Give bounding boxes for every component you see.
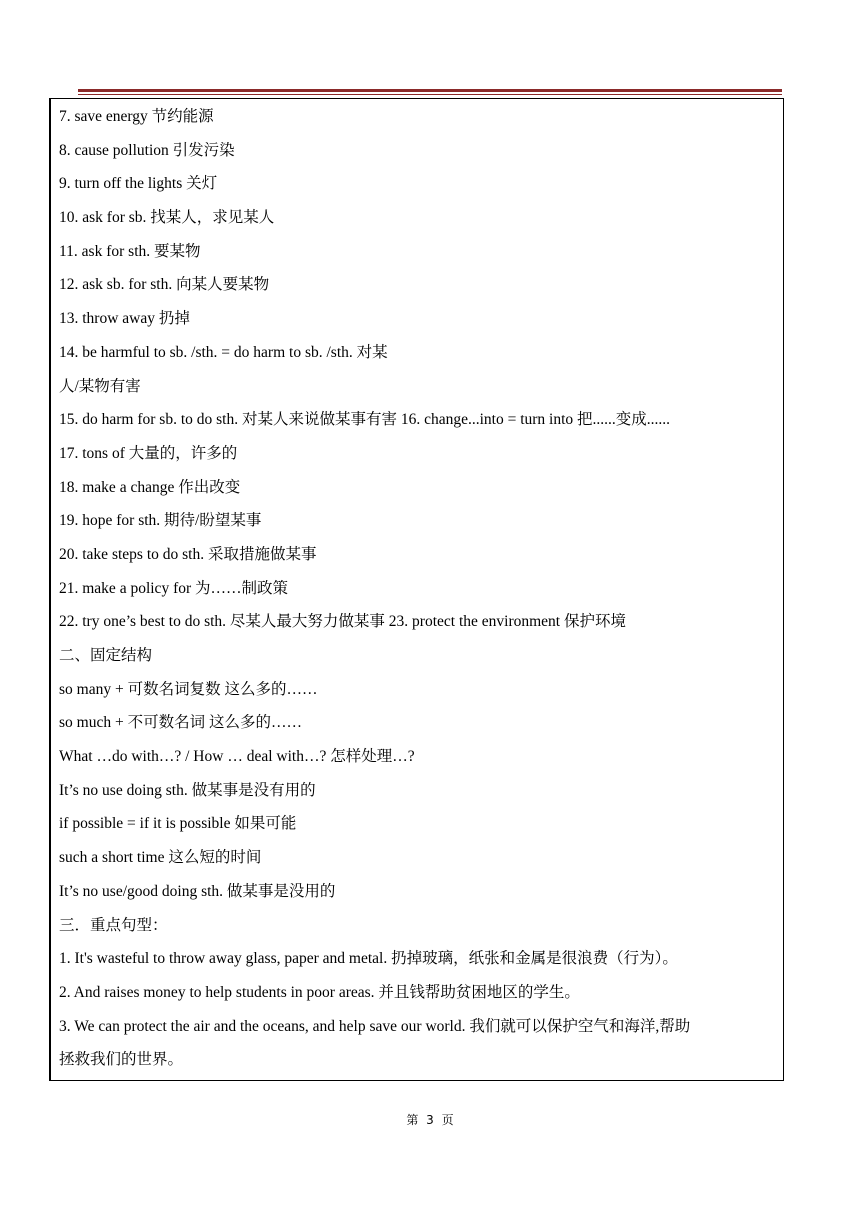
text-line: 8. cause pollution 引发污染 — [59, 141, 235, 159]
text-line: 2. And raises money to help students in poor areas. 并且钱帮助贫困地区的学生。 — [59, 983, 580, 1001]
text-line: 9. turn off the lights 关灯 — [59, 175, 218, 193]
section-heading: 二、固定结构 — [59, 647, 153, 664]
text-line: such a short time 这么短的时间 — [59, 849, 262, 867]
text-line: 15. do harm for sb. to do sth. 对某人来说做某事有害 16. change...into = turn into 把......变成...... — [59, 411, 671, 429]
page-footer — [0, 1112, 860, 1128]
text-line: What …do with…? / How … deal with…? 怎样处理…? — [59, 748, 415, 766]
text-line: 3. We can protect the air and the oceans, and help save our world. 我们就可以保护空气和海洋,帮助 — [59, 1017, 691, 1035]
text-line: 21. make a policy for 为……制政策 — [59, 579, 289, 597]
text-line: so many + 可数名词复数 这么多的…… — [59, 680, 318, 698]
text-line: 17. tons of 大量的，许多的 — [59, 444, 238, 462]
text-line: It’s no use doing sth. 做某事是没有用的 — [59, 781, 316, 799]
content-lines — [59, 100, 775, 1077]
text-line: if possible = if it is possible 如果可能 — [59, 815, 297, 833]
text-line: 12. ask sb. for sth. 向某人要某物 — [59, 276, 270, 294]
text-line: It’s no use/good doing sth. 做某事是没用的 — [59, 882, 336, 900]
section-heading: 三．重点句型： — [59, 916, 168, 934]
text-line: 13. throw away 扔掉 — [59, 310, 190, 328]
text-line: 7. save energy 节约能源 — [59, 108, 214, 125]
page-suffix: 页 — [441, 1113, 454, 1127]
text-line: 14. be harmful to sb. /sth. = do harm to sb. /sth. 对某 — [59, 343, 388, 361]
text-line: 10. ask for sb. 找某人，求见某人 — [59, 209, 275, 227]
header-rule-secondary — [78, 94, 782, 95]
text-line: 19. hope for sth. 期待/盼望某事 — [59, 512, 262, 530]
text-line: 22. try one’s best to do sth. 尽某人最大努力做某事 23. protect the environment 保护环境 — [59, 613, 626, 631]
page-prefix: 第 — [406, 1113, 419, 1127]
text-line: so much + 不可数名词 这么多的…… — [59, 714, 302, 732]
text-line: 11. ask for sth. 要某物 — [59, 242, 201, 260]
text-line: 拯救我们的世界。 — [59, 1051, 184, 1069]
text-line: 1. It's wasteful to throw away glass, paper and metal. 扔掉玻璃，纸张和金属是很浪费（行为）。 — [59, 950, 678, 968]
text-line: 人/某物有害 — [59, 377, 141, 395]
page-number: 3 — [426, 1113, 434, 1127]
text-line: 20. take steps to do sth. 采取措施做某事 — [59, 545, 317, 563]
header-rule — [78, 89, 782, 92]
text-line: 18. make a change 作出改变 — [59, 478, 241, 496]
